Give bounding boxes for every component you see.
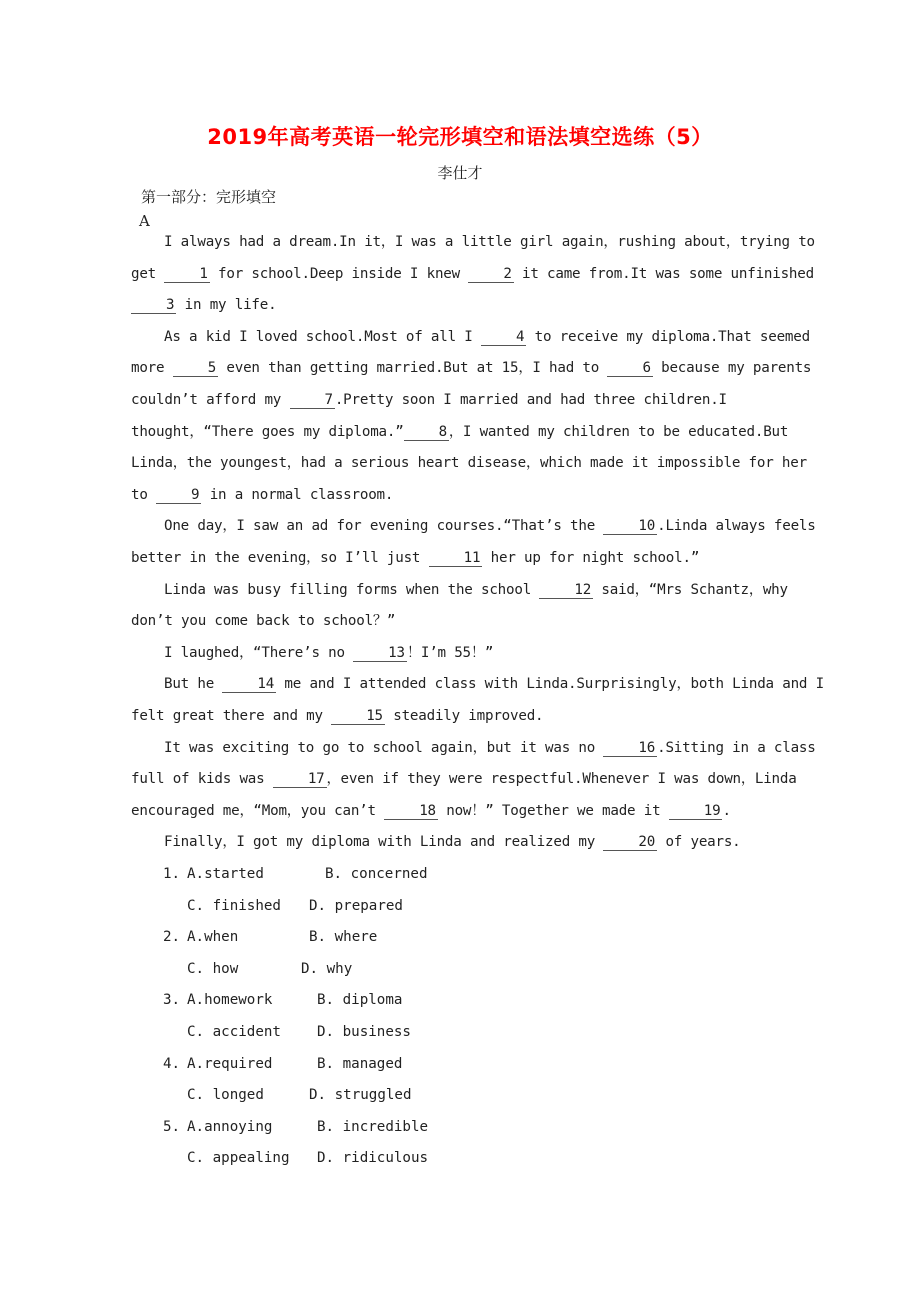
answer-blank: 13 [353, 645, 407, 662]
answer-blank: 7 [290, 392, 335, 409]
question-number: 5. [163, 1118, 181, 1135]
passage-text: .Linda always feels better in the evening，so I’ll just [131, 518, 816, 566]
option-b: B. incredible [317, 1118, 429, 1135]
passage-text: It was exciting to go to school again，but it was no [164, 739, 604, 756]
passage-paragraph [131, 575, 831, 638]
answer-blank: 14 [222, 676, 276, 693]
question-row [163, 1112, 428, 1144]
question-options [163, 859, 428, 1175]
passage-text: of years. [657, 834, 741, 851]
answer-blank: 1 [164, 266, 209, 283]
passage-text: .Pretty soon I married and had three children.I thought，“There goes my diploma.” [131, 391, 727, 440]
question-row [163, 954, 428, 986]
answer-blank: 3 [131, 297, 176, 314]
option-a: A.required [187, 1055, 273, 1072]
option-c: C. longed [187, 1087, 264, 1104]
section-heading: 第一部分：完形填空 [141, 188, 277, 206]
option-d: D. business [317, 1023, 411, 1040]
author-name: 李仕才 [437, 164, 483, 182]
answer-blank: 15 [331, 708, 385, 725]
passage-label: A [139, 212, 150, 230]
passage-text: But he [164, 676, 223, 693]
answer-blank: 6 [607, 360, 652, 377]
question-row [163, 985, 428, 1017]
answer-blank: 20 [603, 834, 657, 851]
passage-paragraph [131, 227, 831, 322]
option-a: A.annoying [187, 1118, 273, 1135]
passage-text: .Sitting in a class full of kids was [131, 739, 816, 788]
answer-blank: 8 [404, 424, 449, 441]
option-c: C. accident [187, 1023, 281, 1040]
option-b: B. managed [317, 1055, 403, 1072]
passage-paragraph [131, 322, 831, 512]
question-row [163, 859, 428, 891]
passage-paragraph [131, 733, 831, 828]
passage-text: it came from.It was some unfinished [513, 265, 814, 282]
passage-text: for school.Deep inside I knew [209, 265, 469, 282]
cloze-passage [131, 227, 831, 859]
option-b: B. diploma [317, 992, 403, 1009]
answer-blank: 18 [384, 803, 438, 820]
option-c: C. finished [187, 897, 281, 914]
answer-blank: 2 [468, 266, 513, 283]
passage-text: in a normal classroom. [201, 486, 394, 503]
passage-text: in my life. [176, 297, 277, 314]
passage-text: steadily improved. [384, 707, 544, 724]
option-d: D. ridiculous [317, 1150, 429, 1167]
answer-blank: 19 [669, 803, 723, 820]
passage-text: Finally，I got my diploma with Linda and realized my [164, 834, 604, 851]
passage-text: me and I attended class with Linda.Surprisingly，both Linda and I felt great there and my [131, 676, 824, 724]
passage-text: ，even if they were respectful.Whenever I was down，Linda encouraged me，“Mom，you can’t [131, 771, 797, 819]
document-title: 2019年高考英语一轮完形填空和语法填空选练（5） [207, 125, 713, 149]
option-d: D. struggled [309, 1087, 412, 1104]
passage-text: her up for night school.” [482, 549, 700, 566]
passage-paragraph [131, 511, 831, 574]
passage-text: I always had a dream.In it，I was a little girl again，rushing about，trying to get [131, 234, 815, 282]
answer-blank: 10 [603, 518, 657, 535]
option-d: D. why [301, 960, 353, 977]
passage-text: ！I’m 55！” [406, 644, 494, 661]
question-number: 3. [163, 992, 181, 1009]
option-a: A.started [187, 866, 264, 882]
option-d: D. prepared [309, 897, 403, 914]
question-number: 1. [163, 866, 181, 882]
passage-text: As a kid I loved school.Most of all I [164, 328, 481, 345]
option-b: B. where [309, 929, 378, 946]
passage-text: Linda was busy filling forms when the school [164, 581, 540, 598]
passage-paragraph [131, 669, 831, 732]
question-row [163, 1017, 428, 1049]
question-row [163, 1080, 428, 1112]
question-row [163, 891, 428, 923]
answer-blank: 17 [273, 771, 327, 788]
passage-text: I laughed，“There’s no [164, 644, 354, 661]
option-c: C. appealing [187, 1150, 290, 1167]
passage-text: now！” Together we made it [437, 802, 669, 819]
question-row [163, 922, 428, 954]
option-c: C. how [187, 960, 239, 977]
passage-text: . [722, 802, 731, 819]
passage-text: ，I wanted my children to be educated.But Linda，the youngest，had a serious heart disease，which made it impossible for her to [131, 423, 807, 503]
question-row [163, 1049, 428, 1081]
question-number: 2. [163, 929, 181, 946]
passage-text: One day，I saw an ad for evening courses.“That’s the [164, 518, 604, 535]
option-a: A.homework [187, 992, 273, 1009]
option-b: B. concerned [325, 866, 428, 882]
answer-blank: 4 [481, 329, 526, 346]
passage-paragraph [131, 827, 831, 859]
passage-text: to receive my diploma.That seemed more [131, 328, 810, 377]
answer-blank: 11 [429, 550, 483, 567]
answer-blank: 5 [173, 360, 218, 377]
passage-text: even than getting married.But at 15，I had to [218, 360, 608, 377]
answer-blank: 9 [156, 487, 201, 504]
passage-text: said，“Mrs Schantz，why don’t you come back to school？” [131, 581, 788, 630]
question-number: 4. [163, 1055, 181, 1072]
answer-blank: 16 [603, 740, 657, 757]
question-row [163, 1143, 428, 1175]
option-a: A.when [187, 929, 239, 946]
passage-paragraph [131, 638, 831, 670]
passage-text: because my parents couldn’t afford my [131, 360, 812, 408]
answer-blank: 12 [539, 582, 593, 599]
